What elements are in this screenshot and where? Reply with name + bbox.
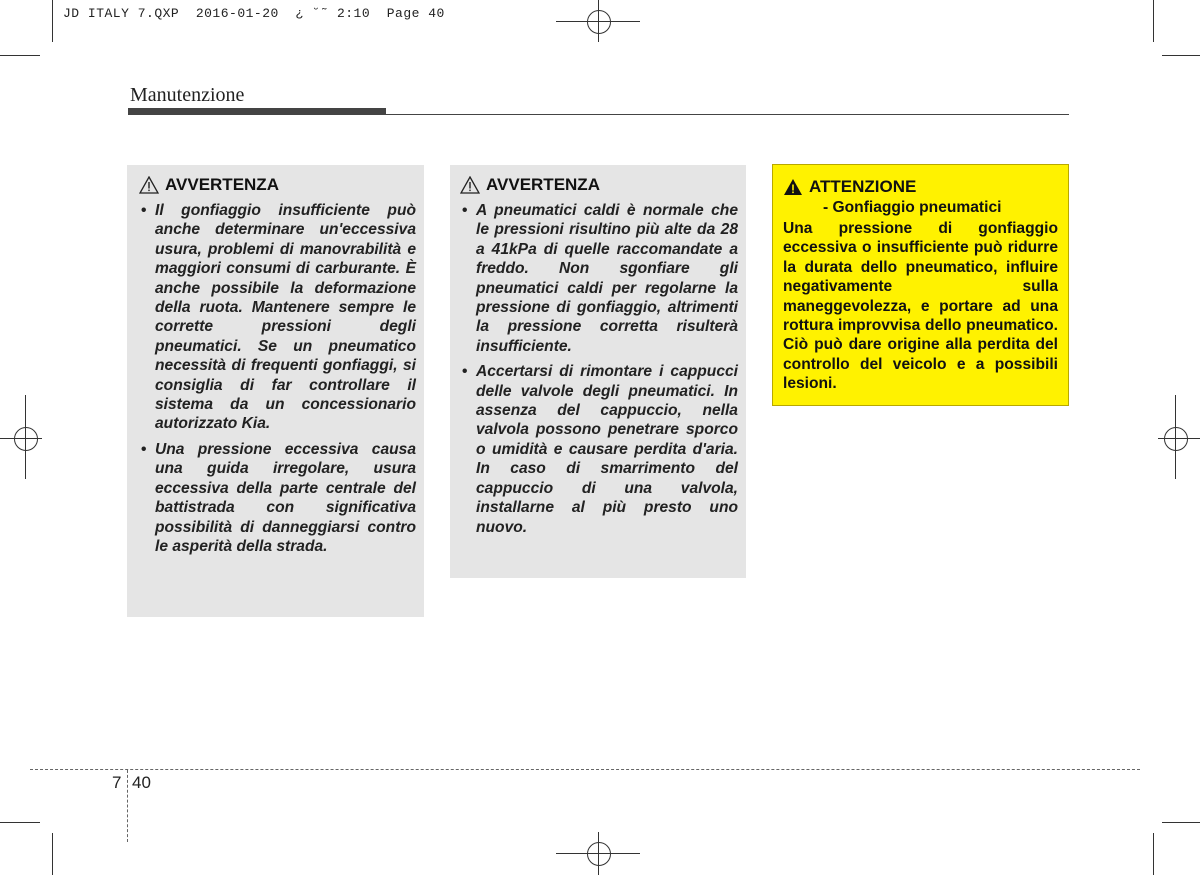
warning-list <box>139 201 416 556</box>
crop-mark <box>1153 0 1154 42</box>
list-item: • Accertarsi di rimontare i cappucci delle valvole degli pneumatici. In assenza del cappuccio, nella valvola possono penetrare sporco o umidità e causare perdita d'aria. In caso di smarrimento del cappuccio di una valvola, installarne al più presto uno nuovo. <box>460 362 738 537</box>
footer-divider <box>30 769 1140 770</box>
crop-mark <box>1162 822 1200 823</box>
list-item: • Il gonfiaggio insufficiente può anche determinare un'eccessiva usura, problemi di manovrabilità e maggiori consumi di carburante. È anche possibile la deformazione della ruota. Mantenere sempre le corrette pressioni degli pneumatici. Se un pneumatico necessità di frequenti gonfiaggi, si consiglia di far controllare il sistema da un concessionario autorizzato Kia. <box>139 201 416 434</box>
warning-heading <box>460 175 738 195</box>
warning-heading-text: AVVERTENZA <box>165 175 279 194</box>
warning-heading <box>139 175 416 195</box>
caution-heading-text: ATTENZIONE <box>809 177 917 196</box>
title-underline-thin <box>386 114 1069 115</box>
crop-mark <box>52 833 53 875</box>
caution-box-right <box>772 164 1069 406</box>
warning-heading-text: AVVERTENZA <box>486 175 600 194</box>
caution-heading <box>783 177 1058 197</box>
crop-mark <box>52 0 53 42</box>
caution-subheading: - Gonfiaggio pneumatici <box>823 199 1002 216</box>
crop-mark <box>0 55 40 56</box>
section-title: Manutenzione <box>130 84 245 106</box>
warning-box-left <box>127 165 424 617</box>
crop-mark <box>1162 55 1200 56</box>
page-number: 40 <box>132 773 151 792</box>
footer-vertical-divider <box>127 770 128 842</box>
warning-triangle-icon <box>783 178 803 196</box>
crop-mark <box>1153 833 1154 875</box>
print-header: JD ITALY 7.QXP 2016-01-20 ¿ ˘˜ 2:10 Page 40 <box>63 6 445 21</box>
warning-triangle-icon <box>139 176 159 194</box>
caution-text: Una pressione di gonfiaggio eccessiva o insufficiente può ridurre la durata dello pneumatico, influire negativamente sulla maneggevolezza, e portare ad una rottura improvvisa dello pneumatico. Ciò può dare origine alla perdita del controllo del veicolo e a possibili lesioni. <box>783 220 1058 393</box>
crop-mark <box>0 822 40 823</box>
list-item: • A pneumatici caldi è normale che le pressioni risultino più alte da 28 a 41kPa di quelle raccomandate a freddo. Non sgonfiare gli pneumatici caldi per regolarne la pressione di gonfiaggio, altrimenti la pressione corretta risulterà insufficiente. <box>460 201 738 356</box>
title-underline-thick <box>128 108 386 115</box>
warning-box-middle <box>450 165 746 578</box>
chapter-number: 7 <box>112 773 122 792</box>
warning-list <box>460 201 738 537</box>
warning-triangle-icon <box>460 176 480 194</box>
list-item: • Una pressione eccessiva causa una guida irregolare, usura eccessiva della parte centrale del battistrada con significativa possibilità di danneggiarsi contro le asperità della strada. <box>139 440 416 556</box>
